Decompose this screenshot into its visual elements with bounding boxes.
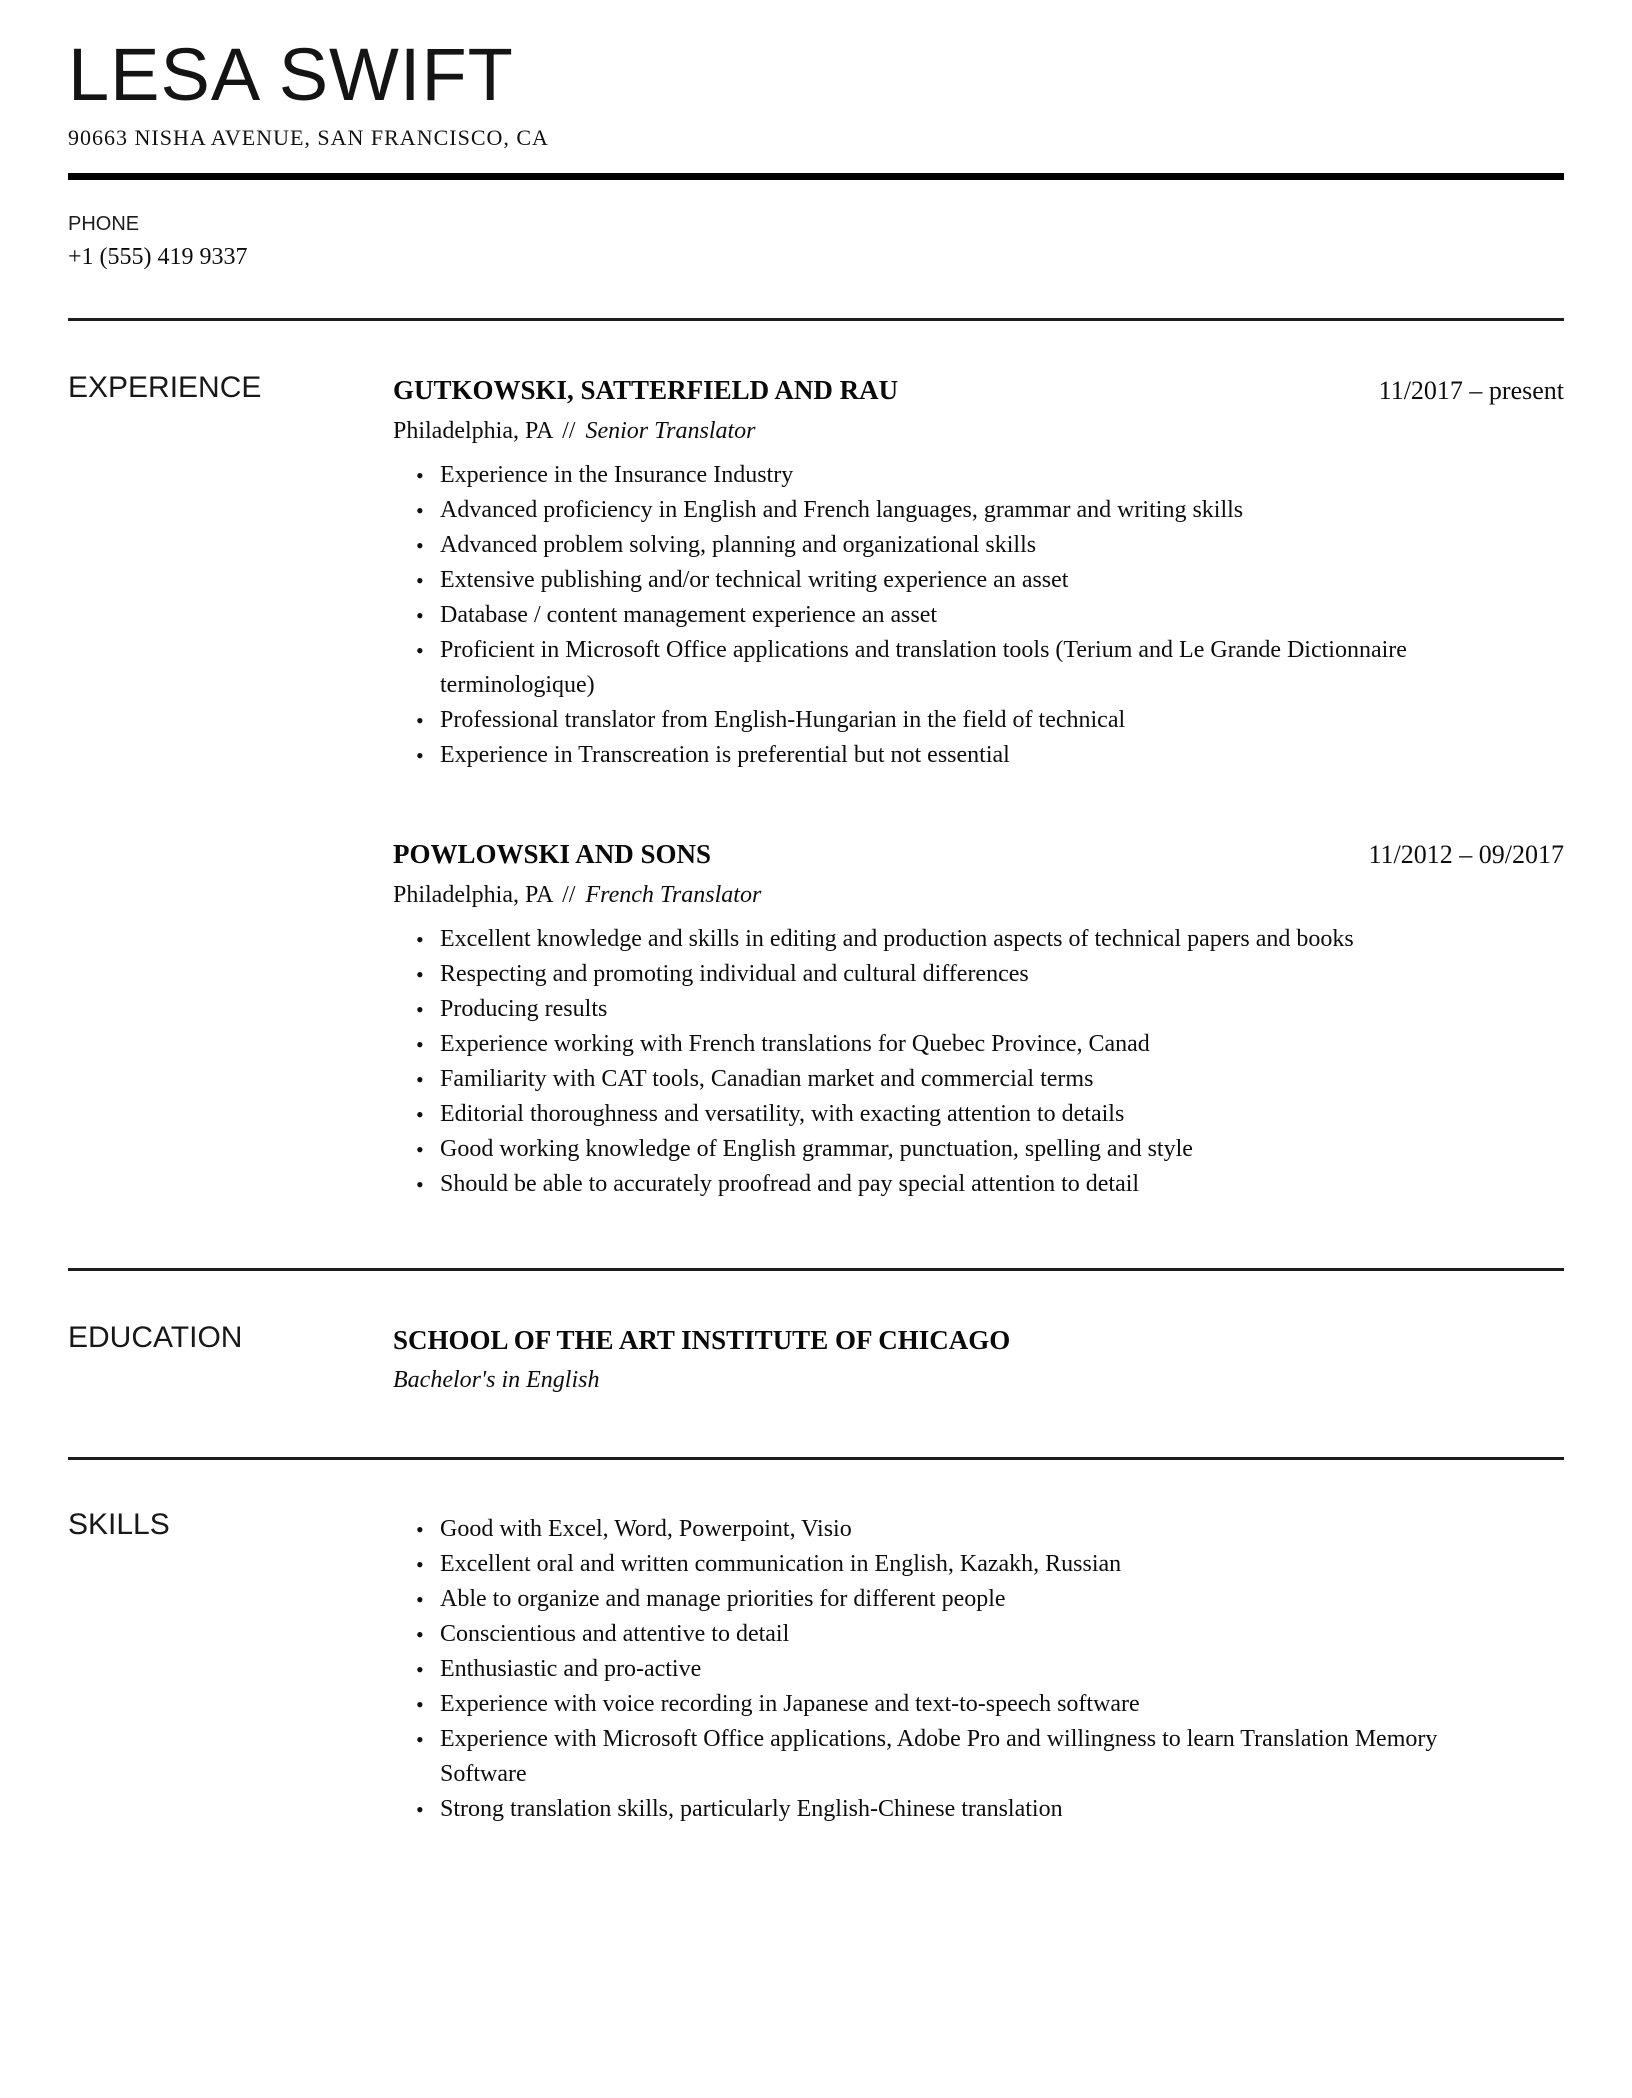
job-separator: // xyxy=(562,418,576,444)
job-company: GUTKOWSKI, SATTERFIELD AND RAU xyxy=(393,375,899,405)
job-company: POWLOWSKI AND SONS xyxy=(393,839,712,869)
header-divider-rule xyxy=(68,173,1564,180)
job-bullet-list xyxy=(393,458,1512,773)
bullet-item: • Experience in Transcreation is preferential but not essential xyxy=(440,738,1512,773)
bullet-item: • Able to organize and manage priorities for different people xyxy=(440,1582,1512,1617)
section-divider-rule xyxy=(68,318,1564,321)
bullet-item: • Familiarity with CAT tools, Canadian market and commercial terms xyxy=(440,1062,1512,1097)
job-dates: 11/2012 – 09/2017 xyxy=(1368,840,1564,869)
bullet-item: • Proficient in Microsoft Office applications and translation tools (Terium and Le Grande Dictionnaire terminologique) xyxy=(440,633,1512,703)
education-section-label: EDUCATION xyxy=(68,1321,243,1354)
job-location: Philadelphia, PA xyxy=(393,418,553,444)
section-divider-rule xyxy=(68,1457,1564,1460)
education-section xyxy=(68,1323,1564,1395)
bullet-item: • Experience working with French translations for Quebec Province, Canad xyxy=(440,1027,1512,1062)
bullet-item: • Experience in the Insurance Industry xyxy=(440,458,1512,493)
bullet-item: • Advanced proficiency in English and French languages, grammar and writing skills xyxy=(440,493,1512,528)
skills-content xyxy=(393,1510,1564,1827)
skills-bullet-list xyxy=(393,1512,1512,1827)
candidate-address: 90663 NISHA AVENUE, SAN FRANCISCO, CA xyxy=(68,125,549,150)
bullet-item: • Editorial thoroughness and versatility, with exacting attention to details xyxy=(440,1097,1512,1132)
bullet-item: • Database / content management experience an asset xyxy=(440,598,1512,633)
job-dates: 11/2017 – present xyxy=(1378,376,1564,405)
bullet-item: • Should be able to accurately proofread and pay special attention to detail xyxy=(440,1167,1512,1202)
bullet-item: • Strong translation skills, particularly English-Chinese translation xyxy=(440,1792,1512,1827)
job-separator: // xyxy=(562,882,576,908)
resume-header xyxy=(68,33,1564,151)
bullet-item: • Good working knowledge of English grammar, punctuation, spelling and style xyxy=(440,1132,1512,1167)
bullet-item: • Experience with voice recording in Japanese and text-to-speech software xyxy=(440,1687,1512,1722)
job-entry-2 xyxy=(393,837,1564,1202)
job-role: Senior Translator xyxy=(585,418,756,444)
education-degree: Bachelor's in English xyxy=(393,1367,600,1393)
bullet-item: • Professional translator from English-Hungarian in the field of technical xyxy=(440,703,1512,738)
skills-section-label: SKILLS xyxy=(68,1508,170,1541)
education-content xyxy=(393,1323,1564,1395)
contact-section xyxy=(68,212,1564,272)
job-subtitle xyxy=(393,880,1564,910)
bullet-item: • Excellent knowledge and skills in editing and production aspects of technical papers and books xyxy=(440,922,1512,957)
bullet-item: • Excellent oral and written communication in English, Kazakh, Russian xyxy=(440,1547,1512,1582)
experience-section xyxy=(68,373,1564,1202)
job-header xyxy=(393,373,1564,408)
phone-label: PHONE xyxy=(68,213,140,235)
bullet-item: • Producing results xyxy=(440,992,1512,1027)
education-school: SCHOOL OF THE ART INSTITUTE OF CHICAGO xyxy=(393,1325,1011,1355)
bullet-item: • Advanced problem solving, planning and organizational skills xyxy=(440,528,1512,563)
experience-content xyxy=(393,373,1564,1202)
section-divider-rule xyxy=(68,1268,1564,1271)
bullet-item: • Extensive publishing and/or technical writing experience an asset xyxy=(440,563,1512,598)
job-header xyxy=(393,837,1564,872)
bullet-item: • Good with Excel, Word, Powerpoint, Visio xyxy=(440,1512,1512,1547)
skills-section xyxy=(68,1510,1564,1827)
job-entry-1 xyxy=(393,373,1564,773)
experience-section-label: EXPERIENCE xyxy=(68,371,262,404)
job-bullet-list xyxy=(393,922,1512,1202)
phone-value: +1 (555) 419 9337 xyxy=(68,244,248,270)
bullet-item: • Experience with Microsoft Office applications, Adobe Pro and willingness to learn Translation Memory Software xyxy=(440,1722,1512,1792)
bullet-item: • Respecting and promoting individual and cultural differences xyxy=(440,957,1512,992)
bullet-item: • Conscientious and attentive to detail xyxy=(440,1617,1512,1652)
bullet-item: • Enthusiastic and pro-active xyxy=(440,1652,1512,1687)
job-location: Philadelphia, PA xyxy=(393,882,553,908)
job-role: French Translator xyxy=(585,882,762,908)
candidate-name: LESA SWIFT xyxy=(68,33,514,116)
job-subtitle xyxy=(393,416,1564,446)
